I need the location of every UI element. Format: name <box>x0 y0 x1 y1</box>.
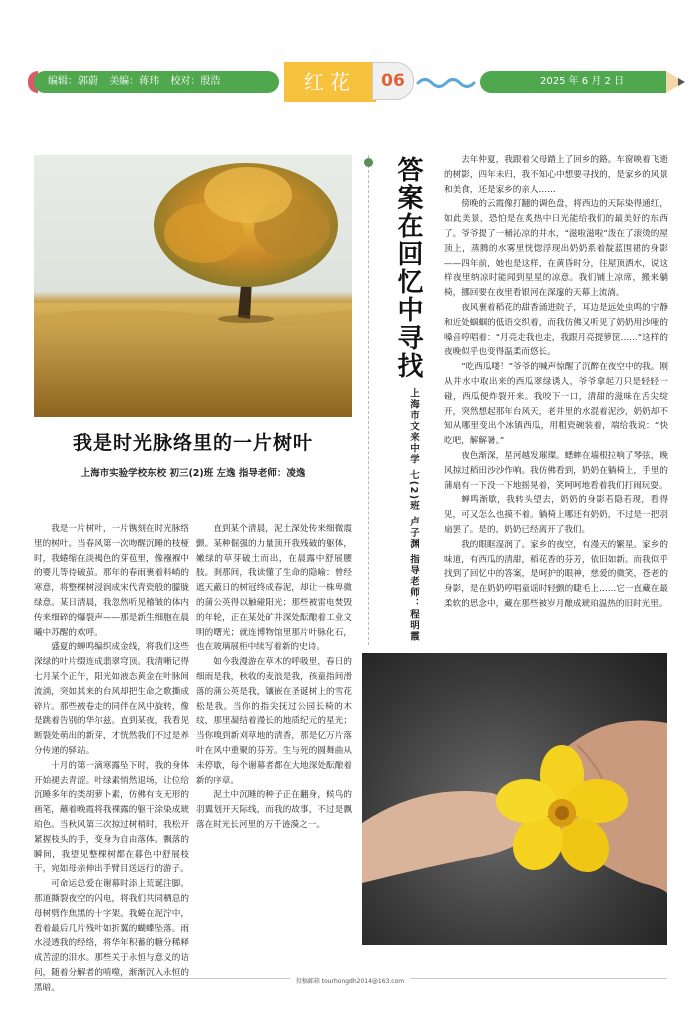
proofreader-credit: 校对：殷浩 <box>170 76 221 87</box>
section-title: 红花 <box>284 62 376 102</box>
wave-decoration-right <box>416 76 476 90</box>
wave-decoration-left <box>200 76 280 90</box>
paragraph: 去年仲夏，我跟着父母踏上了回乡的路。车窗映着飞逝的树影，四年未归，我不知心中想要寻找的，是家乡的风景和美食，还是家乡的亲人…… <box>444 155 668 195</box>
autumn-tree-photo <box>34 155 352 417</box>
paragraph: 夜风裹着稻花的甜香涌进院子，耳边是远处虫鸣的宁静和近处蝈蝈的低语交织着，而我仿佛又听见了奶奶用沙哑的嗓音哼唱着：“月亮走我也走，我跟月亮提箩筐……”这样的夜晚似乎也变得温柔而悠长。 <box>444 302 668 358</box>
separator-dot <box>364 158 373 167</box>
column-separator <box>368 155 369 645</box>
date-bar <box>480 71 666 93</box>
hands-with-flower-photo <box>362 653 667 945</box>
tree-illustration <box>34 155 352 417</box>
editor-credit: 编辑：郭蔚 <box>48 76 98 87</box>
right-article-title: 答案在回忆中寻找 <box>393 156 423 380</box>
paragraph: 我的眼眶湿润了。家乡的夜空，有漫天的繁星。家乡的味道，有西瓜的清甜，稻花香的芬芳，依旧如新。而我似乎找到了回忆中的答案，是呵护的眼神，慈爱的微笑，苍老的身影，是在奶奶哼唱童谣时轻颤的睫毛上……它一直藏在最柔软的思念中，藏在那些被岁月酿成琥珀温热的旧时光里。 <box>444 539 668 609</box>
paragraph: 泥土中沉睡的种子正在翻身，候鸟的羽翼划开天际线，而我的故事，不过是飘落在时光长河里的万千涟漪之一。 <box>196 790 352 830</box>
paragraph: “吃西瓜喽！”爷爷的喊声惊醒了沉醉在夜空中的我。刚从井水中取出来的西瓜翠绿诱人，爷爷拿起刀只是轻轻一碰，西瓜便炸裂开来。我咬下一口，清甜的滋味在舌尖绽开，突然想起那年台风天，老井里的水混着泥沙，奶奶却不知从哪里变出个冰镇西瓜，用粗瓷碗装着，端给我说：“快吃吧，解解暑。” <box>444 362 668 447</box>
right-article-column <box>444 153 668 612</box>
paragraph: 十月的第一滴寒露坠下时，我的身体开始褪去青涩。叶绿素悄然退场，让位给沉睡多年的类胡萝卜素，仿佛有支无形的画笔，蘸着晚霞将我裸露的躯干涂染成琥珀色。当秋风第三次掠过树梢时，我松开紧握枝头的手，变身为自由落体。飘落的瞬间，我望见整棵树都在暮色中舒展枝干，宛如母亲伸出手臂目送远行的游子。 <box>34 760 189 875</box>
paragraph: 如今我漫游在草木的呼吸里，春日的细雨是我，秋收的麦浪是我，孩童指间滑落的蒲公英是我，镶嵌在圣诞树上的雪花松是我。当你的指尖抚过公园长椅的木纹，那里凝结着漫长的地质纪元的星光；当你嗅到新刈草地的清香，那是亿万片落叶在风中重聚的芬芳。生与死的圆舞曲从未停歇，每个谢幕者都在大地深处酝酿着新的序章。 <box>196 657 352 786</box>
right-article-byline: 上海市文来中学 七(2)班 卢子渊 指导老师：程明霞 <box>408 388 419 643</box>
page-number: 06 <box>372 62 414 100</box>
submission-email: 投稿邮箱 tourhongdh2014@163.com <box>290 978 410 985</box>
paragraph: 盛夏的蝉鸣编织成金线，将我们这些深绿的叶片缀连成翡翠穹顶。我清晰记得七月某个正午，阳光如液态黄金在叶脉间流淌，突如其来的台风却把生命之歌撕成碎片。那些被卷走的同伴在风中旋转，像是跳着告别的华尔兹。直到某夜，我看见断裂处萌出的新芽，才恍然我们不过是养分传递的驿站。 <box>34 642 189 756</box>
footer <box>0 976 700 985</box>
left-article-column-1 <box>34 522 189 996</box>
paragraph: 可命运总爱在谢幕时添上荒诞注脚。那道撕裂夜空的闪电，将我们共同栖息的母树劈作焦黑的十字架。我蜷在泥泞中，看着最后几片残叶如折翼的蝴蝶坠落。雨水浸透我的经络，将华年积蓄的糖分稀释成苦涩的泪水。那些关于永恒与意义的诘问，随着分解者的啃噬，渐渐沉入永恒的黑暗。 <box>34 879 189 993</box>
issue-date: 2025 年 6 月 2 日 <box>540 76 625 87</box>
left-article-byline: 上海市实验学校东校 初三(2)班 左逸 指导老师：凌逸 <box>80 468 306 479</box>
paragraph: 傍晚的云霞像打翻的调色盘，将西边的天际染得通红，如此美景，恐怕是在炙热中日光能给我们的最美好的东西了。爷爷提了一桶沁凉的井水，“滋啦滋啦”泼在了滚烫的屋顶上，蒸腾的水雾里恍惚浮现出奶奶系着靛蓝围裙的身影——四年前，她也是这样，在黄昏时分，往屋顶洒水，说这样夜里纳凉时能闻到星星的凉意。我们铺上凉席，搬来躺椅，挪回要在夜里看银河在深邃的天幕上流淌。 <box>444 199 668 299</box>
hands-flower-illustration <box>362 653 667 945</box>
left-article-column-2 <box>196 522 352 833</box>
paragraph: 直到某个清晨，泥土深处传来细微震颤。某种倔强的力量顶开我残破的躯体，嫩绿的草芽破土而出，在晨露中舒展腰肢。刹那间，我读懂了生命的隐喻：曾经遮天蔽日的树冠终成春泥，却让一株卑微的蒲公英得以触碰阳光；那些被雷电焚毁的年轮，正在某处矿井深处酝酿着工业文明的曙光；就连博物馆里那片叶脉化石，也在玻璃展柜中续写着新的史诗。 <box>196 524 352 653</box>
pencil-lead-decoration <box>678 78 685 86</box>
designer-credit: 美编：蒋玮 <box>109 76 160 87</box>
paragraph: 我是一片树叶，一片镌刻在时光脉络里的树叶。当春风第一次吻醒沉睡的枝桠时，我蜷缩在淡褐色的芽苞里，像襁褓中的婴儿等待破茧。那年的春雨裹着料峭的寒意，将整棵树浸润成宋代青瓷般的朦胧绿意。某日清晨，我忽然听见稽皱的体内传来细碎的爆裂声——那是新生细胞在晨曦中苏醒的欢呼。 <box>34 524 189 638</box>
left-article-title: 我是时光脉络里的一片树叶 <box>72 432 313 454</box>
paragraph: 蝉鸣渐歇，我转头望去，奶奶的身影若隐若现，看得见，可又怎么也摸不着。躺椅上哪还有奶奶，不过是一把羽扇罢了。是的，奶奶已经离开了我们。 <box>444 495 668 535</box>
page-header <box>0 0 700 120</box>
paragraph: 夜色渐深，星河越发璀璨。蟋蟀在墙根拉响了琴弦，晚风掠过稻田沙沙作响。我仿佛看到，奶奶在躺椅上，手里的蒲扇有一下没一下地摇晃着，笑呵呵地看着我们打闹玩耍。 <box>444 450 668 491</box>
